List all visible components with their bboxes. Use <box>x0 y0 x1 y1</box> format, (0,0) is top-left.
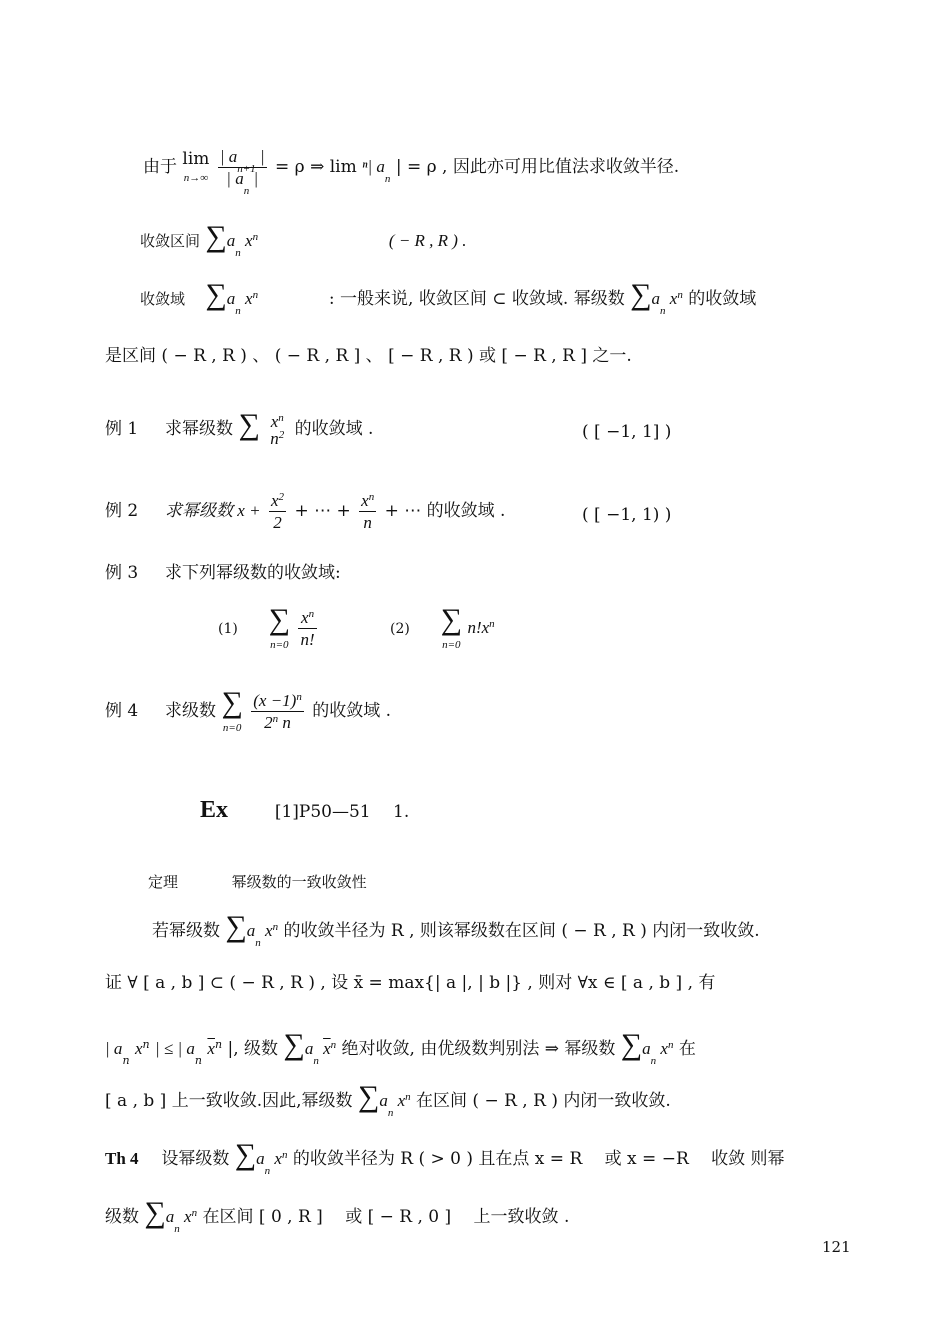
example-3-part-1: (1) ∑ n=0 $\frac{x^n}{n!}$ <box>218 603 315 651</box>
proof-line-2: | $a_n$ $x^n$ | ≤ | $a_n$ $\overline{x}^n$ |, 级数 $\sum a_n$ $\overline{x}^n$ 绝对收敛, 由优级数判别法 ⇒ 幂级数 $\sum a_n$ $x^n$ 在 <box>105 1028 696 1067</box>
domain-line-2 <box>105 348 632 365</box>
sigma-symbol: ∑ <box>238 408 260 441</box>
example-3 <box>105 565 341 582</box>
example-1-answer <box>582 424 671 441</box>
theorem-label: 定理 <box>148 873 179 891</box>
domain-line: 收敛域 $\sum a_n$ $x^n$ : 一般来说, 收敛区间 ⊂ 收敛域. 幂级数 $\sum a_n$ $x^n$ 的收敛域 <box>140 278 757 317</box>
fraction: $\frac{x^n}{n!}$ <box>300 608 315 649</box>
series-word: |, 级数 <box>227 1039 279 1059</box>
lim-subscript: n→∞ <box>183 171 209 184</box>
example-4: 例 4 求级数 ∑ n=0 $\frac{(x -1)^n}{2^n n}$ 的收敛域 . <box>105 686 392 734</box>
th4-mid: 的收敛半径为 R ( > 0 ) 且在点 x = R 或 x = −R 收敛 则幂 <box>292 1149 785 1169</box>
page-number-text: 121 <box>822 1238 851 1256</box>
th4-label: Th 4 <box>105 1149 139 1168</box>
x-var: x <box>134 1039 143 1058</box>
proof-argument: 绝对收敛, 由优级数判别法 ⇒ 幂级数 <box>341 1039 616 1059</box>
exercise-label: Ex <box>200 797 229 823</box>
part-label: (2) <box>390 621 410 637</box>
domain-label: 收敛域 <box>140 290 186 308</box>
theorem-statement: 若幂级数 $\sum a_n$ $x^n$ 的收敛半径为 R , 则该幂级数在区间 ( − R , R ) 内闭一致收敛. <box>152 910 760 949</box>
exercise-text: [1]P50—51 1. <box>274 802 410 822</box>
proof-line-1 <box>105 975 715 992</box>
fraction: $x^n$ $n^2$ <box>270 411 285 448</box>
example-label: 例 2 <box>105 501 139 521</box>
example-label: 例 1 <box>105 419 139 439</box>
answer: ( [ −1, 1) ) <box>582 505 672 525</box>
theorem-pre: 若幂级数 <box>152 921 220 941</box>
proof-text: [ a , b ] 上一致收敛.因此,幂级数 <box>105 1091 353 1111</box>
interval-label: 收敛区间 <box>140 232 201 250</box>
proof-text: 证 ∀ [ a , b ] ⊂ ( − R , R ) , 设 x̄ = max{| a |, | b |} , 则对 ∀x ∈ [ a , b ] , 有 <box>105 973 716 993</box>
example-2-answer <box>582 507 671 524</box>
example-3-part-2: (2) ∑ n=0 $n!x^n$ <box>390 603 495 651</box>
example-label: 例 3 <box>105 563 139 583</box>
example-text: 求级数 <box>165 701 217 721</box>
example-text: 求幂级数 x + <box>165 501 261 520</box>
lim-word: lim <box>182 148 210 169</box>
exercise <box>200 798 409 822</box>
interval-value: ( − R , R ) . <box>388 231 467 250</box>
example-1 <box>105 410 373 447</box>
proof-line-3: [ a , b ] 上一致收敛.因此,幂级数 $\sum a_n$ $x^n$ 在区间 ( − R , R ) 内闭一致收敛. <box>105 1080 671 1119</box>
ratio-fraction: $\frac{| a_{n+1} |}{| a_n |}$ <box>219 147 265 197</box>
sigma-symbol: ∑ <box>630 278 652 311</box>
example-tail: 的收敛域 . <box>294 419 374 439</box>
example-tail: 的收敛域 . <box>312 701 392 721</box>
domain-text: : 一般来说, 收敛区间 ⊂ 收敛域. 幂级数 <box>328 289 625 309</box>
th4-l2-pre: 级数 <box>105 1207 139 1227</box>
th4-line-2: 级数 $\sum a_n$ $x^n$ 在区间 [ 0 , R ] 或 [ − R , 0 ] 上一致收敛 . <box>105 1196 570 1235</box>
example-text: 求幂级数 <box>165 419 234 439</box>
th4-line-1: Th 4 设幂级数 $\sum a_n$ $x^n$ 的收敛半径为 R ( > 0 ) 且在点 x = R 或 x = −R 收敛 则幂 <box>105 1138 785 1177</box>
theorem-post: 的收敛半径为 R , 则该幂级数在区间 ( − R , R ) 内闭一致收敛. <box>283 921 760 941</box>
fraction: $\frac{(x -1)^n}{2^n n}$ <box>253 691 302 732</box>
example-text: 求下列幂级数的收敛域: <box>165 563 341 583</box>
domain-cases: 是区间 ( − R , R ) 、 ( − R , R ] 、 [ − R , R ) 或 [ − R , R ] 之一. <box>105 346 632 366</box>
domain-text-tail: 的收敛域 <box>688 289 757 309</box>
fraction: $\frac{x^2}{2}$ <box>270 491 285 532</box>
ratio-formula-line: 由于 lim n→∞ $\frac{| a_{n+1} |}{| a_n |}$ = ρ ⇒ lim ⁿ| $a_n$ | = ρ , 因此亦可用比值法求收敛半径. <box>143 147 680 197</box>
example-2 <box>105 492 505 531</box>
page-number <box>822 1240 851 1255</box>
text-suffix: | = ρ , 因此亦可用比值法求收敛半径. <box>395 157 680 177</box>
th4-l2-post: 在区间 [ 0 , R ] 或 [ − R , 0 ] 上一致收敛 . <box>202 1207 570 1227</box>
example-label: 例 4 <box>105 701 139 721</box>
example-tail: + ⋯ 的收敛域 . <box>384 501 506 521</box>
th4-pre: 设幂级数 <box>161 1149 230 1169</box>
theorem-header <box>148 875 367 890</box>
proof-tail: 在 <box>678 1039 696 1059</box>
proof-conclusion: 在区间 ( − R , R ) 内闭一致收敛. <box>416 1091 671 1111</box>
sigma-symbol: ∑ <box>205 278 227 311</box>
text-prefix: 由于 <box>143 157 177 177</box>
leq-abs: | ≤ | a <box>154 1039 195 1058</box>
answer: ( [ −1, 1] ) <box>582 422 672 442</box>
implies-lim: = ρ ⇒ lim <box>275 157 357 177</box>
part-label: (1) <box>218 621 238 637</box>
lim-symbol <box>182 148 210 185</box>
abs-a: | a <box>105 1039 123 1058</box>
fraction: $\frac{x^n}{n}$ <box>361 491 375 532</box>
sigma-symbol: ∑ <box>205 220 227 253</box>
interval-line: 收敛区间 $\sum a_n$ $x^n$ ( − R , R ) . <box>140 220 467 259</box>
theorem-title: 幂级数的一致收敛性 <box>231 873 367 891</box>
ellipsis: + ⋯ + <box>294 501 351 521</box>
